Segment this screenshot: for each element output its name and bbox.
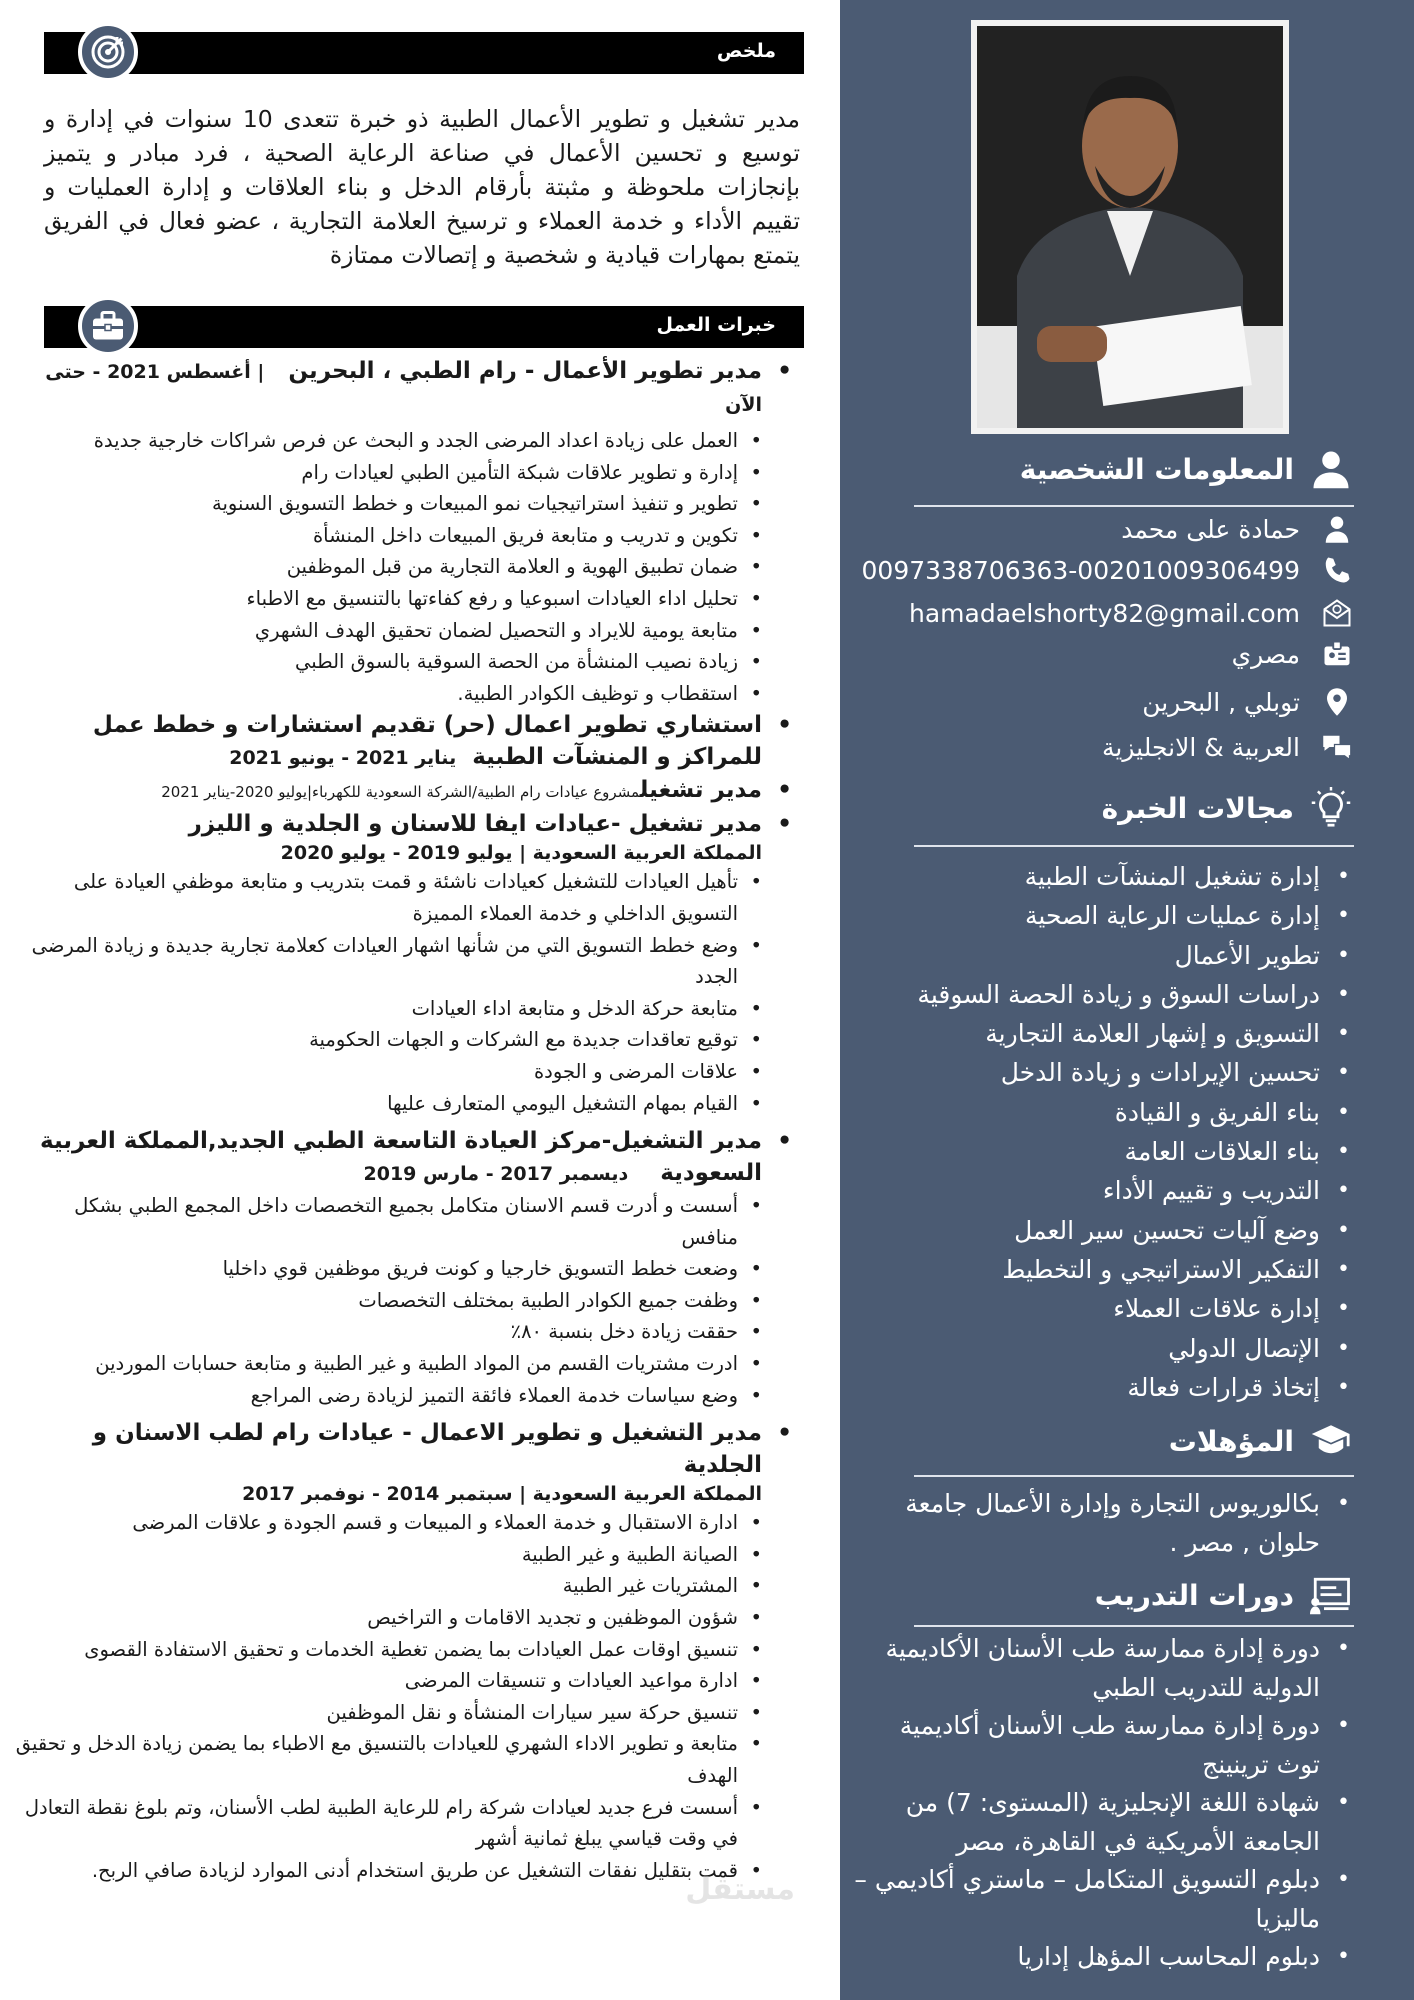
list-item: • ادارة الاستقبال و خدمة العملاء و المبيعات و قسم الجودة و علاقات المرضى (14, 1507, 762, 1539)
watermark-logo: مستقل (685, 1872, 795, 1907)
list-item: • تكوين و تدريب و متابعة فريق المبيعات داخل المنشأة (14, 520, 762, 552)
duties-list (14, 425, 792, 709)
id-card-icon (1320, 637, 1354, 671)
list-item: • وظفت جميع الكوادر الطبية بمختلف التخصصات (14, 1285, 762, 1317)
list-item: • تأهيل العيادات للتشغيل كعيادات ناشئة و قمت بتدريب و متابعة موظفي العيادة على التسويق الداخلي و خدمة العملاء المميزة (14, 866, 762, 929)
list-item: • ادرت مشتريات القسم من المواد الطبية و غير الطبية و متابعة حسابات الموردين (14, 1348, 762, 1380)
list-item: • تنسيق اوقات عمل العيادات بما يضمن تغطية الخدمات و تحقيق الاستفادة القصوى (14, 1634, 762, 1666)
divider (914, 1475, 1354, 1477)
list-item: • إدارة و تطوير علاقات شبكة التأمين الطبي لعيادات رام (14, 457, 762, 489)
list-item: • المشتريات غير الطبية (14, 1570, 762, 1602)
job-title: • مدير التشغيل و تطوير الاعمال - عيادات رام لطب الاسنان و الجلدية (14, 1417, 792, 1481)
list-item: • بناء الفريق و القيادة (854, 1093, 1354, 1132)
job-entry (14, 1417, 792, 1886)
job-entry (14, 1125, 792, 1411)
profile-photo (971, 20, 1289, 434)
list-item: • دبلوم المحاسب المؤهل إداريا (854, 1938, 1354, 1977)
training-title: دورات التدريب (1095, 1572, 1354, 1618)
briefcase-icon (78, 296, 138, 356)
lightbulb-icon (1308, 785, 1354, 831)
list-item: • دراسات السوق و زيادة الحصة السوقية (854, 975, 1354, 1014)
list-item: • قمت بتقليل نفقات التشغيل عن طريق استخدام أدنى الموارد لزيادة صافي الربح. (14, 1855, 762, 1887)
list-item: • بناء العلاقات العامة (854, 1132, 1354, 1171)
job-dates: | أغسطس 2021 - حتى الآن (45, 361, 762, 416)
personal-info-title: المعلومات الشخصية (1020, 446, 1354, 492)
divider (914, 1625, 1354, 1627)
chat-bubbles-icon (1320, 730, 1354, 764)
languages-row (854, 730, 1354, 764)
job-location-dates: المملكة العربية السعودية | سبتمبر 2014 - نوفمبر 2017 (242, 1483, 762, 1506)
job-dates: مشروع عيادات رام الطبية/الشركة السعودية للكهرباء|يوليو 2020-يناير 2021 (161, 783, 640, 802)
list-item: • دبلوم التسويق المتكامل – ماستري أكاديمي – ماليزيا (854, 1861, 1354, 1938)
list-item: • أسست و أدرت قسم الاسنان متكامل بجميع التخصصات داخل المجمع الطبي بشكل منافس (14, 1190, 762, 1253)
job-entry (14, 808, 792, 1119)
experience-header: خبرات العمل (44, 306, 804, 348)
job-title: مدير تشغيل (639, 777, 762, 804)
name-row (854, 512, 1354, 546)
list-item: • الصيانة الطبية و غير الطبية (14, 1539, 762, 1571)
list-item: • التسويق و إشهار العلامة التجارية (854, 1014, 1354, 1053)
job-location-dates: المملكة العربية السعودية | يوليو 2019 - يوليو 2020 (280, 842, 762, 865)
person-icon (1320, 512, 1354, 546)
list-item: • استقطاب و توظيف الكوادر الطبية. (14, 678, 762, 710)
list-item: • وضع خطط التسويق التي من شأنها اشهار العيادات كعلامة تجارية جديدة و زيادة المرضى الجدد (14, 930, 762, 993)
phone-row (854, 553, 1354, 587)
list-item: • بكالوريوس التجارة وإدارة الأعمال جامعة حلوان , مصر . (854, 1485, 1354, 1562)
list-item: • متابعة يومية للايراد و التحصيل لضمان تحقيق الهدف الشهري (14, 615, 762, 647)
duties-list (14, 866, 792, 1119)
job-title: مدير التشغيل-مركز العيادة التاسعة الطبي الجديد,المملكة العربية السعودية (40, 1128, 762, 1187)
list-item: • تطوير الأعمال (854, 936, 1354, 975)
list-item: • وضع آليات تحسين سير العمل (854, 1211, 1354, 1250)
qualifications-list (854, 1485, 1354, 1562)
portrait-image (977, 26, 1283, 428)
training-list (854, 1630, 1354, 1977)
divider (914, 505, 1354, 507)
jobs-list (14, 355, 792, 1886)
target-icon (78, 22, 138, 82)
location-row (854, 685, 1354, 719)
list-item: • تحسين الإيرادات و زيادة الدخل (854, 1053, 1354, 1092)
full-name: حمادة على محمد (1121, 514, 1300, 544)
list-item: • متابعة حركة الدخل و متابعة اداء العيادات (14, 993, 762, 1025)
job-dates: ديسمبر 2017 - مارس 2019 (363, 1163, 629, 1186)
list-item: • متابعة و تطوير الاداء الشهري للعيادات بالتنسيق مع الاطباء بما يضمن زيادة الدخل و تحقيق الهدف (14, 1728, 762, 1791)
list-item: • الإتصال الدولي (854, 1329, 1354, 1368)
presentation-board-icon (1308, 1572, 1354, 1618)
list-item: • دورة إدارة ممارسة طب الأسنان أكاديمية توث ترينينج (854, 1707, 1354, 1784)
list-item: • ضمان تطبيق الهوية و العلامة التجارية من قبل الموظفين (14, 551, 762, 583)
job-entry (14, 709, 792, 774)
job-entry (14, 355, 792, 709)
list-item: • تطوير و تنفيذ استراتيجيات نمو المبيعات و خطط التسويق السنوية (14, 488, 762, 520)
list-item: • التفكير الاستراتيجي و التخطيط (854, 1250, 1354, 1289)
duties-list (14, 1190, 792, 1411)
nationality: مصري (1231, 639, 1300, 669)
list-item: • إدارة علاقات العملاء (854, 1289, 1354, 1328)
summary-text: مدير تشغيل و تطوير الأعمال الطبية ذو خبرة تتعدى 10 سنوات في إدارة و توسيع و تحسين الأعمال في صناعة الرعاية الصحية ، فرد مبادر و يتميز بإنجازات ملحوظة و مثبتة بأرقام الدخل و بناء العلاقات و إدارة العمليات و تقييم الأداء و خدمة العملاء و ترسيخ العلامة التجارية ، عضو فعال في الفريق يتمتع بمهارات قيادية و شخصية و إتصالات ممتازة (44, 105, 800, 269)
sidebar (840, 0, 1414, 2000)
phone-icon (1320, 553, 1354, 587)
list-item: • التدريب و تقييم الأداء (854, 1171, 1354, 1210)
list-item: • وضع سياسات خدمة العملاء فائقة التميز لزيادة رضى المراجع (14, 1380, 762, 1412)
summary-header: ملخص (44, 32, 804, 74)
duties-list (14, 1507, 792, 1886)
languages: العربية & الانجليزية (1102, 732, 1300, 762)
list-item: • شهادة اللغة الإنجليزية (المستوى: 7) من الجامعة الأمريكية في القاهرة، مصر (854, 1784, 1354, 1861)
list-item: • علاقات المرضى و الجودة (14, 1056, 762, 1088)
expertise-title: مجالات الخبرة (1102, 785, 1354, 831)
location-pin-icon (1320, 685, 1354, 719)
list-item: • ادارة مواعيد العيادات و تنسيقات المرضى (14, 1665, 762, 1697)
user-icon (1308, 446, 1354, 492)
nationality-row (854, 637, 1354, 671)
location: توبلي , البحرين (1142, 687, 1300, 717)
list-item: • أسست فرع جديد لعيادات شركة رام للرعاية الطبية لطب الأسنان، وتم بلوغ نقطة التعادل في وقت قياسي يبلغ ثمانية أشهر (14, 1792, 762, 1855)
list-item: • دورة إدارة ممارسة طب الأسنان الأكاديمية الدولية للتدريب الطبي (854, 1630, 1354, 1707)
list-item: • تنسيق حركة سير سيارات المنشأة و نقل الموظفين (14, 1697, 762, 1729)
list-item: • وضعت خطط التسويق خارجيا و كونت فريق موظفين قوي داخليا (14, 1253, 762, 1285)
list-item: • إدارة تشغيل المنشآت الطبية (854, 857, 1354, 896)
qualifications-title: المؤهلات (1169, 1418, 1354, 1464)
job-dates: يناير 2021 - يونيو 2021 (229, 747, 457, 770)
list-item: • إدارة عمليات الرعاية الصحية (854, 896, 1354, 935)
email-icon (1320, 596, 1354, 630)
list-item: • شؤون الموظفين و تجديد الاقامات و التراخيص (14, 1602, 762, 1634)
list-item: • تحليل اداء العيادات اسبوعيا و رفع كفاءتها بالتنسيق مع الاطباء (14, 583, 762, 615)
list-item: • حققت زيادة دخل بنسبة ٨٠٪ (14, 1316, 762, 1348)
email-row (854, 596, 1354, 630)
phone-number[interactable]: 0097338706363-00201009306499 (861, 555, 1300, 585)
list-item: • زيادة نصيب المنشأة من الحصة السوقية بالسوق الطبي (14, 646, 762, 678)
job-title: استشاري تطوير اعمال (حر) تقديم استشارات و خطط عمل للمراكز و المنشآت الطبية (92, 712, 762, 771)
email-address[interactable]: hamadaelshorty82@gmail.com (909, 598, 1300, 628)
list-item: • العمل على زيادة اعداد المرضى الجدد و البحث عن فرص شراكات خارجية جديدة (14, 425, 762, 457)
job-title: مدير تطوير الأعمال - رام الطبي ، البحرين (288, 358, 762, 384)
list-item: • توقيع تعاقدات جديدة مع الشركات و الجهات الحكومية (14, 1024, 762, 1056)
job-entry (14, 774, 792, 808)
expertise-list (854, 857, 1354, 1407)
job-title: • مدير تشغيل -عيادات ايفا للاسنان و الجلدية و الليزر (14, 808, 792, 840)
list-item: • إتخاذ قرارات فعالة (854, 1368, 1354, 1407)
list-item: • القيام بمهام التشغيل اليومي المتعارف عليها (14, 1088, 762, 1120)
divider (914, 845, 1354, 847)
graduation-cap-icon (1308, 1418, 1354, 1464)
